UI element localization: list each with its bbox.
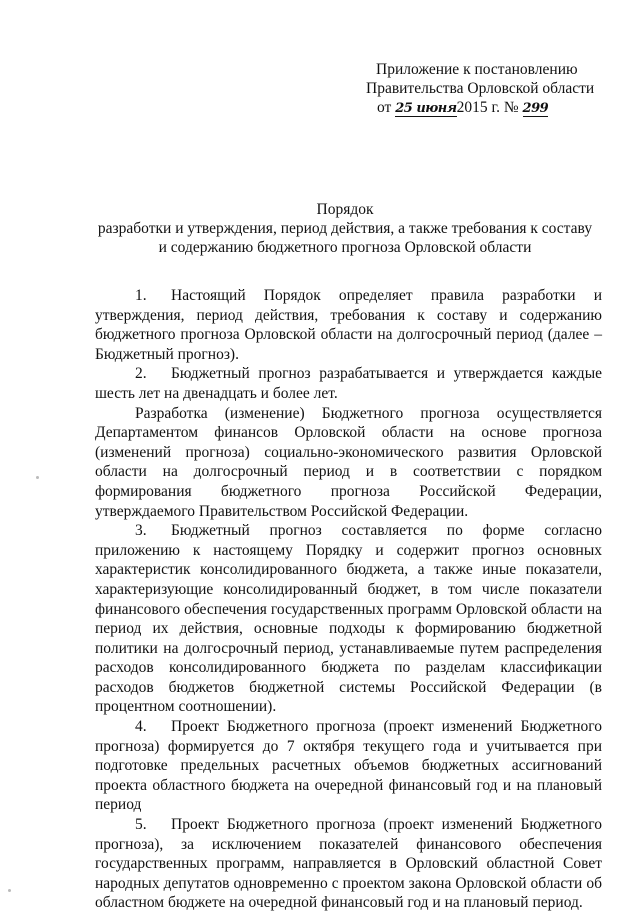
paragraph-text: Настоящий Порядок определяет правила разработки и утверждения, период действия, требования к составу и содержанию бюджетного прогноза Орловской области на долгосрочный период (далее – Бюджетный прогноз). bbox=[95, 287, 602, 363]
paragraph-number: 1. bbox=[135, 287, 147, 304]
paragraph-text: Разработка (изменение) Бюджетного прогноза осуществляется Департаментом финансов Орловской области на основе прогноза (изменений прогноза) социально-экономического развития Орловской области на долгосрочный период и в соответствии с порядком формирования бюджетного прогноза Российской Федерации, утверждаемого Правительством Российской Федерации. bbox=[95, 404, 602, 520]
appendix-year: 2015 г. № bbox=[456, 99, 519, 116]
paragraph-4 bbox=[95, 717, 602, 815]
paragraph-text: Проект Бюджетного прогноза (проект изменений Бюджетного прогноза) формируется до 7 октября текущего года и учитывается при подготовке предельных расчетных объемов бюджетных ассигнований проекта областного бюджета на очередной финансовый год и на плановый период bbox=[95, 718, 602, 814]
appendix-prefix: от bbox=[377, 99, 392, 116]
handwritten-number: 299 bbox=[522, 101, 549, 116]
handwritten-date: 25 июня bbox=[395, 101, 457, 116]
appendix-header bbox=[360, 60, 610, 117]
paragraph-number: 2. bbox=[135, 365, 147, 383]
paragraph-2-continued bbox=[95, 404, 602, 522]
document-body bbox=[95, 286, 602, 913]
paragraph-3 bbox=[95, 521, 602, 717]
scan-artifact bbox=[36, 476, 39, 479]
paragraph-number: 4. bbox=[135, 718, 147, 736]
paragraph-text: Проект Бюджетного прогноза (проект изменений Бюджетного прогноза), за исключением показателей финансового обеспечения государственных программ, направляется в Орловский областной Совет народных депутатов одновременно с проектом закона Орловской области об областном бюджете на очередной финансовый год и на плановый период. bbox=[95, 816, 602, 912]
paragraph-text: Бюджетный прогноз разрабатывается и утверждается каждые шесть лет на двенадцать и более лет. bbox=[95, 365, 602, 402]
paragraph-2 bbox=[95, 364, 602, 403]
title-line-1: Порядок bbox=[316, 201, 374, 218]
appendix-line-3 bbox=[360, 98, 610, 117]
scan-artifact bbox=[8, 889, 11, 892]
paragraph-number: 3. bbox=[135, 522, 147, 540]
appendix-line-2: Правительства Орловской области bbox=[366, 80, 595, 97]
paragraph-5 bbox=[95, 815, 602, 913]
title-line-2: разработки и утверждения, период действия, а также требования к составу bbox=[97, 220, 593, 237]
title-line-3: и содержанию бюджетного прогноза Орловской области bbox=[158, 239, 532, 256]
paragraph-text: Бюджетный прогноз составляется по форме согласно приложению к настоящему Порядку и содержит прогноз основных характеристик консолидированного бюджета, а также иные показатели, характеризующие консолидированный бюджет, в том числе показатели финансового обеспечения государственных программ Орловской области на период их действия, основные подходы к формированию бюджетной политики на долгосрочный период, устанавливаемые путем распределения расходов консолидированного бюджета по разделам классификации расходов бюджетов бюджетной системы Российской Федерации (в процентном соотношении). bbox=[95, 522, 602, 716]
appendix-line-1: Приложение к постановлению bbox=[376, 61, 578, 78]
paragraph-1 bbox=[95, 286, 602, 364]
paragraph-number: 5. bbox=[135, 816, 147, 834]
document-title bbox=[40, 200, 640, 257]
